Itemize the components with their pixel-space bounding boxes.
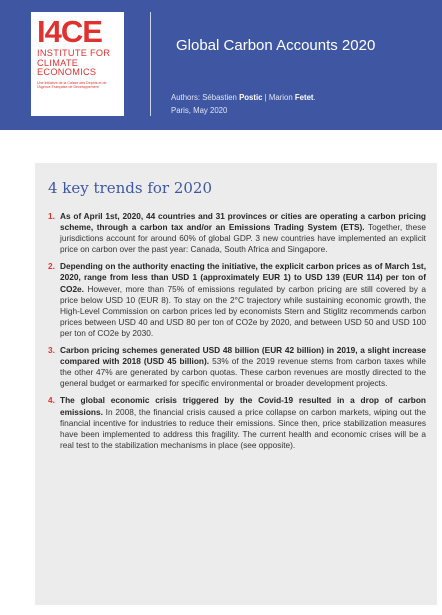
logo-subtitle-line: ECONOMICS [37,67,97,78]
author-first-name: Marion [268,93,293,102]
authors-end: . [313,93,316,102]
trend-text [60,395,426,450]
logo-subtitle-line: CLIMATE [37,57,79,68]
trend-number: 1. [48,211,55,221]
logo-wordmark: I4CE [37,14,102,49]
trend-number: 2. [48,261,55,272]
key-trends-panel [35,163,437,605]
trends-list [48,211,426,457]
logo-subtitle [37,49,118,78]
trend-headline: As of April 1st, 2020, 44 countries and 31 provinces or cities are operating a carbon pricing scheme, through a carbon tax and/or an Emissions Trading System (ETS). [60,211,426,233]
trend-item [48,345,426,389]
trend-body: 53% of the 2019 revenue stems from carbon taxes while the other 47% are generated by carbon quotas. These carbon revenues are mostly directed to the general budget or earmarked for specific environmental or broader development projects. [60,356,426,389]
place-date: Paris, May 2020 [171,106,228,115]
author-first-name: Sébastien [202,93,237,102]
authors-line [171,93,316,102]
trend-body: Together, these jurisdictions account for around 60% of global GDP. 3 new countries have implemented an explicit price on carbon over the past year: Canada, South Africa and Singapore. [60,222,426,255]
trend-number: 4. [48,395,55,406]
trend-body: However, more than 75% of emissions regulated by carbon pricing are still covered by a price below USD 10 (EUR 8). To stay on the 2°C trajectory while sustaining economic growth, the High-Level Commission on carbon prices led by economists Stern and Stiglitz recommends carbon prices between USD 40 and USD 80 per ton of CO2e by 2020, and between USD 50 and USD 100 per ton of CO2e by 2030. [60,283,426,338]
report-header [0,0,442,130]
section-heading: 4 key trends for 2020 [48,179,213,197]
trend-text [60,345,426,389]
trend-item [48,395,426,450]
author-separator: | [264,93,267,102]
trend-item [48,261,426,339]
trend-headline: Carbon pricing schemes generated USD 48 billion (EUR 42 billion) in 2019, a slight increase compared with 2018 (USD 45 billion). [60,345,426,367]
trend-body: In 2008, the financial crisis caused a price collapse on carbon markets, wiping out the financial incentive for industries to reduce their emissions. Since then, price stabilization measures have been implemented to address this fragility. The current health and economic crises will be a real test to the stabilization mechanisms in place (see opposite). [60,406,426,450]
i4ce-logo [31,12,124,116]
trend-headline: The global economic crisis triggered by the Covid-19 resulted in a drop of carbon emissions. [60,395,426,417]
trend-text [60,261,426,339]
logo-tagline: Une initiative de la Caisse des Dépôts et de l'Agence Française de Développement [37,80,107,89]
logo-subtitle-line: INSTITUTE FOR [37,48,111,58]
trend-item [48,211,426,255]
header-divider [150,12,151,116]
trend-text [60,211,426,255]
author-last-name: Postic [239,93,263,102]
author-last-name: Fetet [294,93,314,102]
report-title: Global Carbon Accounts 2020 [176,37,376,54]
authors-label: Authors: [171,93,201,102]
trend-headline: Depending on the authority enacting the initiative, the explicit carbon prices as of March 1st, 2020, range from less than USD 1 (approximately EUR 1) to USD 139 (EUR 114) per ton of CO2e. [60,261,426,294]
trend-number: 3. [48,345,55,356]
